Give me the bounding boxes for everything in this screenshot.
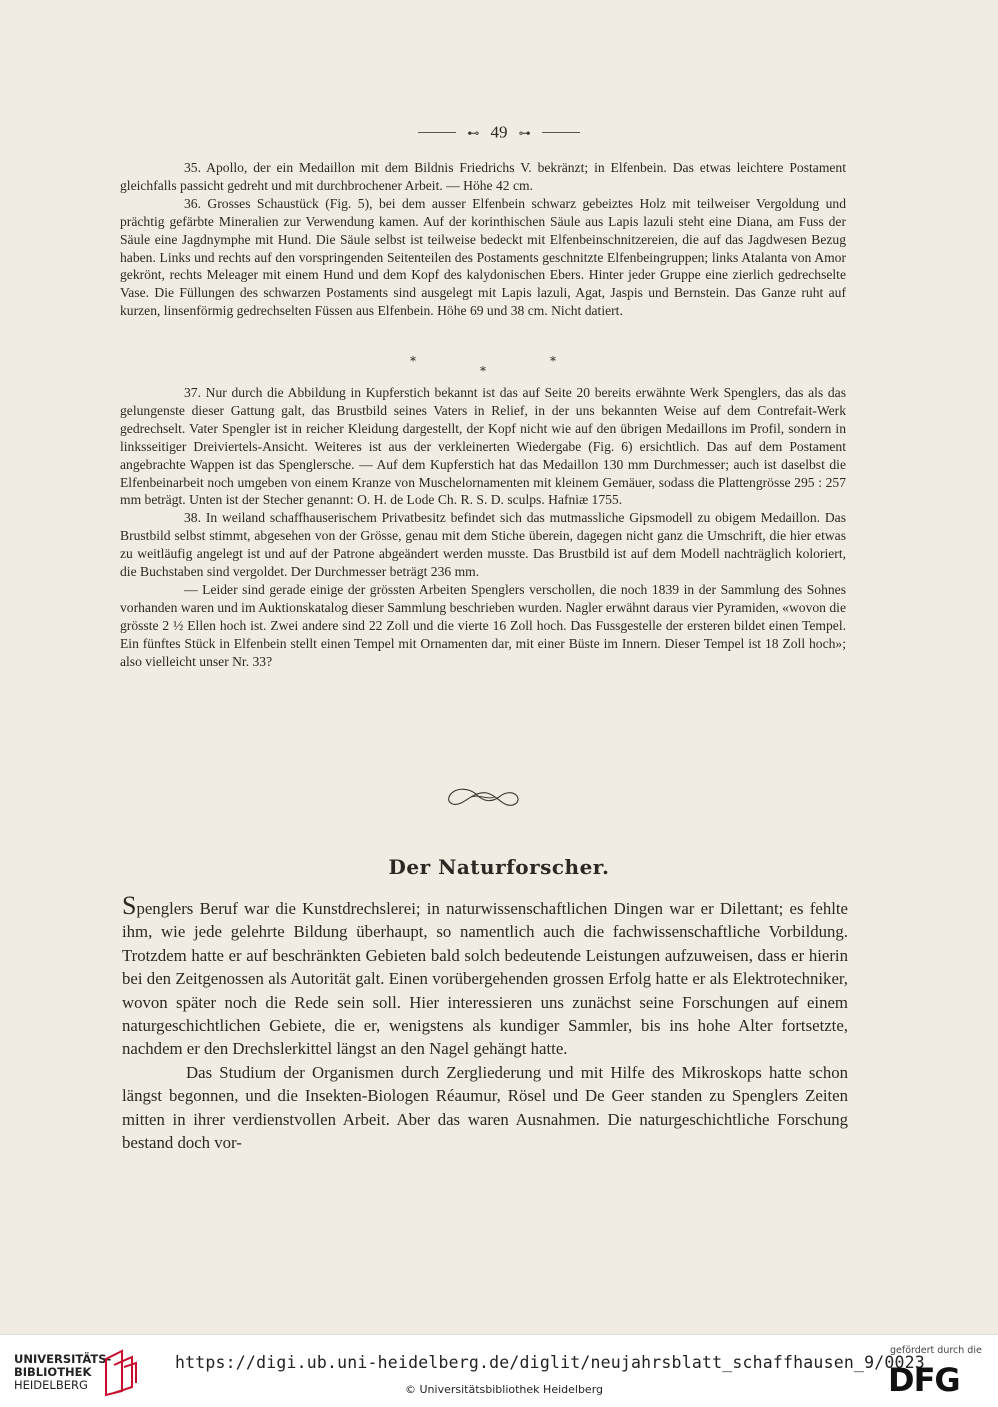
header-ornament-right-icon: ⊶ — [518, 125, 531, 140]
logo-line-3: HEIDELBERG — [14, 1378, 88, 1392]
entry-35: 35. Apollo, der ein Medaillon mit dem Bildnis Friedrichs V. bekränzt; in Elfenbein. Das etwas leichtere Postament gleichfalls passicht gedreht und mit durchbrochener Arbeit. — Höhe 42 cm. — [120, 160, 846, 193]
header-ornament-left-icon: ⊷ — [467, 125, 480, 140]
page-number: 49 — [490, 122, 508, 142]
viewer-footer — [0, 1334, 998, 1407]
funding-label: gefördert durch die — [890, 1345, 982, 1356]
section-title: Der Naturforscher. — [388, 855, 610, 879]
ornamental-vignette-icon — [443, 782, 523, 812]
paragraph-1-text: penglers Beruf war die Kunstdrechslerei; in naturwissenschaftlichen Dingen war er Dilettant; es fehlte ihm, wie jede gelehrte Bildung überhaupt, so namentlich auch die fachwissenschaftliche Vorbildung. Trotzdem hatte er auf beschränkten Gebieten bald solch bedeutende Leistungen aufzuweisen, dass er hierin bei den Zeitgenossen als Autorität galt. Einen vorübergehenden grossen Erfolg hatte er als Elektrotechniker, wovon später noch die Rede sein soll. Hier interessieren uns zunächst seine Forschungen auf einem naturgeschichtlichen Gebiete, die er, wenigstens als kundiger Sammler, bis ins hohe Alter fortsetzte, nachdem er den Drechslerkittel längst an den Nagel gehängt hatte. — [122, 899, 848, 1059]
header-rule-right — [542, 132, 580, 133]
asterism-separator — [0, 354, 998, 376]
asterism-star-2: * — [480, 364, 486, 378]
entry-38: 38. In weiland schaffhauserischem Privatbesitz befindet sich das mutmassliche Gipsmodell zu obigem Medaillon. Das Brustbild selbst stimmt, abgesehen von der Grösse, genau mit dem Stiche überein, dagegen nicht ganz die Umschrift, die hier etwas zu weitläufig angelegt ist und auf der Patrone abgeändert werden musste. Das Brustbild ist auf dem Modell nachträglich koloriert, die Buchstaben sind vergoldet. Der Durchmesser beträgt 236 mm. — [120, 510, 846, 580]
drop-cap: S — [122, 891, 137, 920]
asterism-star-1: * — [410, 354, 416, 368]
page-header — [0, 122, 998, 143]
chapter-body — [122, 891, 848, 1154]
logo-line-1: UNIVERSITÄTS- — [14, 1352, 112, 1366]
chapter-paragraph-2: Das Studium der Organismen durch Zergliederung und mit Hilfe des Mikroskops hatte schon längst begonnen, und die Insekten-Biologen Réaumur, Rösel und De Geer standen zu Spenglers Zeiten mitten in ihrer verdienstvollen Arbeit. Aber das waren Ausnahmen. Die naturgeschichtliche Forschung bestand doch vor- — [122, 1062, 848, 1153]
entry-36: 36. Grosses Schaustück (Fig. 5), bei dem ausser Elfenbein schwarz gebeiztes Holz mit teilweiser Vergoldung und prächtig gefärbte Mineralien zur Verwendung kamen. Auf der korinthischen Säule aus Lapis lazuli steht eine Diana, am Fuss der Säule eine Jagdnymphe mit Hund. Die Säule selbst ist teilweise bedeckt mit Elfenbeinschnitzereien, die auf das Jagdwesen Bezug haben. Links und rechts auf den vorspringenden Seitenteilen des Postaments geschnitzte Elfenbeingruppen; links Atalanta von Amor gekrönt, rechts Meleager mit einem Hund und dem Kopf des kalydonischen Ebers. Hinter jeder Gruppe eine zierlich gedrechselte Vase. Die Füllungen des schwarzen Postaments sind ausgelegt mit Lapis lazuli, Agat, Jaspis und Bernstein. Das Ganze ruht auf kurzen, linsenförmig gedrechselten Füssen aus Elfenbein. Höhe 69 und 38 cm. Nicht datiert. — [120, 195, 846, 319]
ub-logo-mark-icon — [100, 1347, 140, 1397]
asterism-star-3: * — [550, 354, 556, 368]
catalog-entries-37-38 — [120, 384, 846, 671]
chapter-paragraph-1 — [122, 891, 848, 1061]
dfg-logo[interactable]: DFG — [888, 1361, 960, 1399]
ub-heidelberg-logo[interactable] — [14, 1353, 111, 1392]
lost-works-note: — Leider sind gerade einige der grössten Arbeiten Spenglers verschollen, die noch 1839 in der Sammlung des Sohnes vorhanden waren und im Auktionskatalog dieser Sammlung beschrieben wurden. Nagler erwähnt daraus vier Pyramiden, «wovon die grösste 2 ½ Ellen hoch ist. Zwei andere sind 22 Zoll und die vierte 16 Zoll hoch. Das Fussgestelle der ersteren bildet einen Tempel. Ein fünftes Stück in Elfenbein stellt einen Tempel mit Ornamenten dar, mit einer Büste im Innern. Dieser Tempel ist 18 Zoll hoch»; also vielleicht unser Nr. 33? — [120, 581, 846, 669]
copyright-notice: © Universitätsbibliothek Heidelberg — [405, 1383, 604, 1396]
permalink-url[interactable]: https://digi.ub.uni-heidelberg.de/diglit/neujahrsblatt_schaffhausen_9/0023 — [175, 1353, 925, 1372]
catalog-entries-35-36 — [120, 159, 846, 320]
logo-line-2: BIBLIOTHEK — [14, 1365, 92, 1379]
header-rule-left — [418, 132, 456, 133]
entry-37: 37. Nur durch die Abbildung in Kupferstich bekannt ist das auf Seite 20 bereits erwähnte Werk Spenglers, das als das gelungenste dieser Gattung galt, das Brustbild seines Vaters in Relief, in der uns bekannten Weise auf dem Contrefait-Werk gedrechselt. Vater Spengler ist in reicher Kleidung dargestellt, der Kopf nicht wie auf den übrigen Medaillons im Profil, sondern in linksseitiger Dreiviertels-Ansicht. Weiteres ist aus der verkleinerten Wiedergabe (Fig. 6) ersichtlich. Das auf dem Postament angebrachte Wappen ist das Spenglersche. — Auf dem Kupferstich hat das Medaillon 130 mm Durchmesser; auch ist daselbst die Elfenbeinarbeit noch umgeben von einem Kranze von Muschelornamenten mit kleinem Gemäuer, sodass die Plattengrösse 295 : 257 mm beträgt. Unten ist der Stecher genannt: O. H. de Lode Ch. R. S. D. sculps. Hafniæ 1755. — [120, 385, 846, 508]
